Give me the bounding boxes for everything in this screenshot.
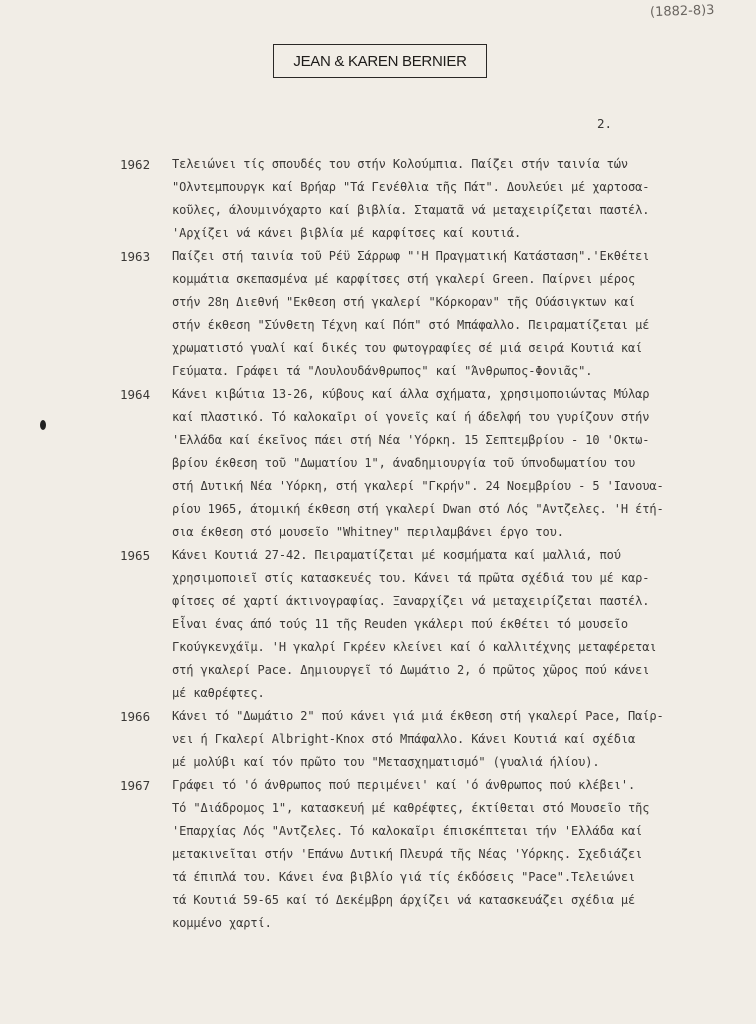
entry-text: [172, 153, 649, 245]
text-line: Κάνει τό "Δωμάτιο 2" πού κάνει γιά μιά έκθεση στή γκαλερί Pace, Παίρ-: [172, 709, 664, 723]
entry-text: [172, 245, 649, 383]
text-line: χρωματιστό γυαλί καί δικές του φωτογραφίες σέ μιά σειρά Κουτιά καί: [172, 341, 643, 355]
entry-year: 1967: [120, 778, 151, 793]
text-line: κομμάτια σκεπασμένα μέ καρφίτσες στή γκαλερί Green. Παίρνει μέρος: [172, 272, 636, 286]
chronology-entry: [120, 383, 664, 544]
chronology: [120, 153, 664, 935]
entry-text: [172, 544, 656, 705]
text-line: στή Δυτική Νέα 'Υόρκη, στή γκαλερί "Γκρήν". 24 Νοεμβρίου - 5 'Ιανουα-: [172, 479, 664, 493]
text-line: Κάνει κιβώτια 13-26, κύβους καί άλλα σχήματα, χρησιμοποιώντας Μύλαρ: [172, 387, 650, 401]
text-line: "Ολντεμπουργκ καί Βρήαρ "Τά Γενέθλια τῆς Πάτ". Δουλεύει μέ χαρτοσα-: [172, 180, 650, 194]
text-line: Εἶναι ένας άπό τούς 11 τῆς Reuden γκάλερι πού έκθέτει τό μουσεῖο: [172, 617, 628, 631]
text-line: μετακινεῖται στήν 'Επάνω Δυτική Πλευρά τῆς Νέας 'Υόρκης. Σχεδιάζει: [172, 847, 643, 861]
page-number: 2.: [597, 116, 613, 131]
chronology-entry: [120, 544, 664, 705]
archive-reference: (1882-8)3: [649, 2, 715, 21]
entry-text: [172, 774, 649, 935]
text-line: μέ μολύβι καί τόν πρῶτο του "Μετασχηματισμό" (γυαλιά ήλίου).: [172, 755, 600, 769]
letterhead-title: JEAN & KAREN BERNIER: [293, 52, 467, 70]
chronology-entry: [120, 774, 664, 935]
text-line: κομμένο χαρτί.: [172, 916, 272, 930]
letterhead-box: [273, 44, 487, 78]
entry-year: 1965: [120, 548, 151, 563]
entry-text: [172, 383, 664, 544]
entry-year: 1962: [120, 157, 151, 172]
chronology-entry: [120, 153, 664, 245]
entry-text: [172, 705, 664, 774]
text-line: 'Αρχίζει νά κάνει βιβλία μέ καρφίτσες καί κουτιά.: [172, 226, 522, 240]
text-line: στή γκαλερί Pace. Δημιουργεῖ τό Δωμάτιο 2, ό πρῶτος χῶρος πού κάνει: [172, 663, 650, 677]
text-line: τά Κουτιά 59-65 καί τό Δεκέμβρη άρχίζει νά κατασκευάζει σχέδια μέ: [172, 893, 636, 907]
entry-year: 1964: [120, 387, 151, 402]
entry-year: 1966: [120, 709, 151, 724]
entry-year: 1963: [120, 249, 151, 264]
text-line: στήν 28η Διεθνή "Εκθεση στή γκαλερί "Κόρκοραν" τῆς Ούάσιγκτων καί: [172, 295, 636, 309]
chronology-entry: [120, 705, 664, 774]
text-line: βρίου έκθεση τοῦ "Δωματίου 1", άναδημιουργία τοῦ ύπνοδωματίου του: [172, 456, 636, 470]
text-line: Παίζει στή ταινία τοῦ Ρέϋ Σάρρωφ "'Η Πραγματική Κατάσταση".'Εκθέτει: [172, 249, 650, 263]
chronology-entry: [120, 245, 664, 383]
text-line: 'Επαρχίας Λός "Αντζελες. Τό καλοκαῖρι έπισκέπτεται τήν 'Ελλάδα καί: [172, 824, 643, 838]
text-line: ρίου 1965, άτομική έκθεση στή γκαλερί Dwan στό Λός "Αντζελες. 'Η έτή-: [172, 502, 664, 516]
text-line: τά έπιπλά του. Κάνει ένα βιβλίο γιά τίς έκδόσεις "Pace".Τελειώνει: [172, 870, 636, 884]
text-line: κοῦλες, άλουμινόχαρτο καί βιβλία. Σταματᾶ νά μεταχειρίζεται παστέλ.: [172, 203, 650, 217]
text-line: φίτσες σέ χαρτί άκτινογραφίας. Ξαναρχίζει νά μεταχειρίζεται παστέλ.: [172, 594, 650, 608]
text-line: Γεύματα. Γράφει τά "Λουλουδάνθρωπος" καί "Άνθρωπος-Φονιᾶς".: [172, 364, 593, 378]
ink-speck: [40, 420, 46, 430]
text-line: σια έκθεση στό μουσεῖο "Whitney" περιλαμβάνει έργο του.: [172, 525, 564, 539]
text-line: Γράφει τό 'ό άνθρωπος πού περιμένει' καί 'ό άνθρωπος πού κλέβει'.: [172, 778, 636, 792]
text-line: στήν έκθεση "Σύνθετη Τέχνη καί Πόπ" στό Μπάφαλλο. Πειραματίζεται μέ: [172, 318, 650, 332]
text-line: νει ή Γκαλερί Albright-Knox στό Μπάφαλλο. Κάνει Κουτιά καί σχέδια: [172, 732, 636, 746]
text-line: 'Ελλάδα καί έκεῖνος πάει στή Νέα 'Υόρκη. 15 Σεπτεμβρίου - 10 'Οκτω-: [172, 433, 650, 447]
text-line: Γκούγκενχάϊμ. 'Η γκαλρί Γκρέεν κλείνει καί ό καλλιτέχνης μεταφέρεται: [172, 640, 657, 654]
text-line: καί πλαστικό. Τό καλοκαῖρι οί γονεῖς καί ή άδελφή του γυρίζουν στήν: [172, 410, 650, 424]
text-line: μέ καθρέφτες.: [172, 686, 265, 700]
text-line: Κάνει Κουτιά 27-42. Πειραματίζεται μέ κοσμήματα καί μαλλιά, πού: [172, 548, 621, 562]
text-line: Τελειώνει τίς σπουδές του στήν Κολούμπια. Παίζει στήν ταινία τών: [172, 157, 628, 171]
text-line: Τό "Διάδρομος 1", κατασκευή μέ καθρέφτες, έκτίθεται στό Μουσεῖο τῆς: [172, 801, 650, 815]
text-line: χρησιμοποιεῖ στίς κατασκευές του. Κάνει τά πρῶτα σχέδιά του μέ καρ-: [172, 571, 650, 585]
